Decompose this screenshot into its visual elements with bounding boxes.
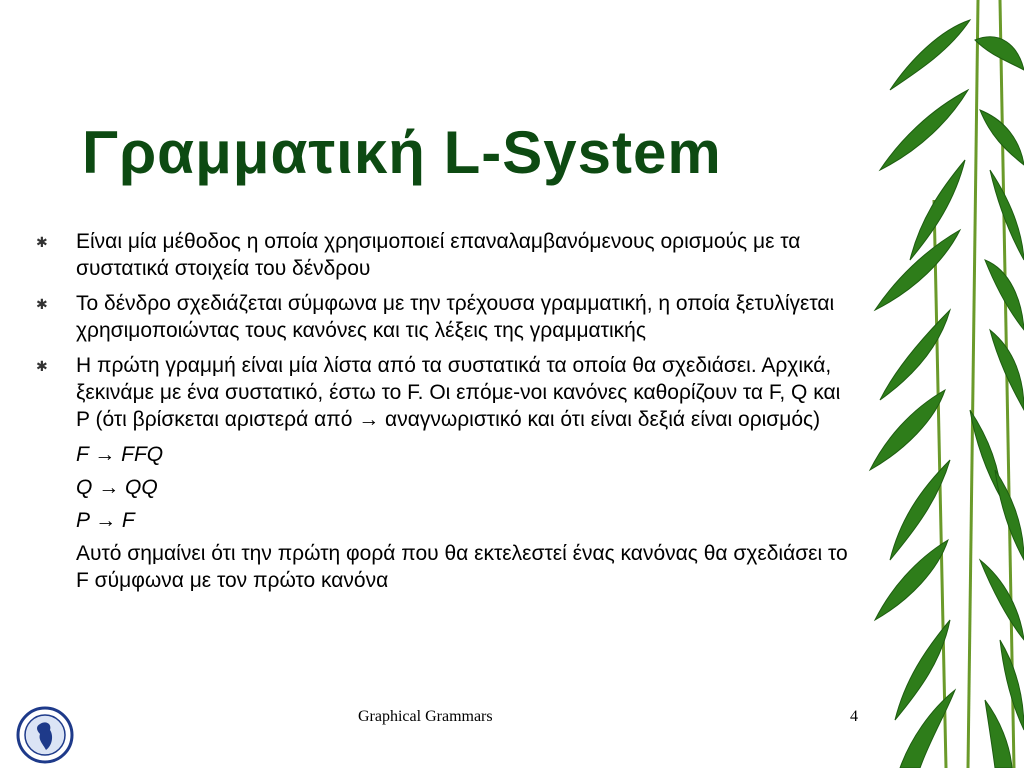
bullet-text: Η πρώτη γραμμή είναι μία λίστα από τα συστατικά τα οποία θα σχεδιάσει. Αρχικά, ξεκινάμε με ένα συστατικό, έστω το F. Οι επόμε-νοι κανόνες καθορίζουν τα F, Q και P (ότι βρίσκεται αριστερά από → αναγνωριστικό και ότι είναι δεξιά είναι ορισμός) (76, 354, 841, 431)
footer-title: Graphical Grammars (358, 708, 493, 725)
bullet-text: Είναι μία μέθοδος η οποία χρησιμοποιεί επαναλαμβανόμενους ορισμούς με τα συστατικά στοιχεία του δένδρου (76, 230, 801, 280)
rule-lhs: F (76, 443, 89, 466)
rule-rhs: FFQ (121, 443, 164, 466)
closing-text: Αυτό σημαίνει ότι την πρώτη φορά που θα εκτελεστεί ένας κανόνας θα σχεδιάσει το F σύμφωνα με τον πρώτο κανόνα (76, 542, 848, 592)
bullet-item-3 (36, 352, 848, 433)
arrow-icon: → (94, 443, 116, 466)
rule-rhs: QQ (125, 476, 158, 499)
bamboo-leaves-decoration (850, 0, 1024, 768)
rule-f (36, 441, 848, 468)
rule-lhs: Q (76, 476, 93, 499)
arrow-icon: → (95, 509, 117, 532)
university-seal-logo (16, 706, 74, 764)
asterisk-bullet-icon: ✱ (36, 296, 48, 312)
arrow-icon: → (98, 476, 120, 499)
rule-lhs: P (76, 509, 90, 532)
bullet-item-2 (36, 290, 848, 344)
slide-title: Γραμματική L-System (82, 119, 722, 186)
rule-rhs: F (121, 509, 135, 532)
slide-content (36, 228, 848, 594)
bullet-text: Το δένδρο σχεδιάζεται σύμφωνα με την τρέχουσα γραμματική, η οποία ξετυλίγεται χρησιμοποιώντας τους κανόνες και τις λέξεις της γραμματικής (76, 292, 835, 342)
bullet-item-1 (36, 228, 848, 282)
asterisk-bullet-icon: ✱ (36, 234, 48, 250)
asterisk-bullet-icon: ✱ (36, 358, 48, 374)
rule-p (36, 507, 848, 534)
rule-q (36, 474, 848, 501)
page-number: 4 (850, 708, 858, 725)
